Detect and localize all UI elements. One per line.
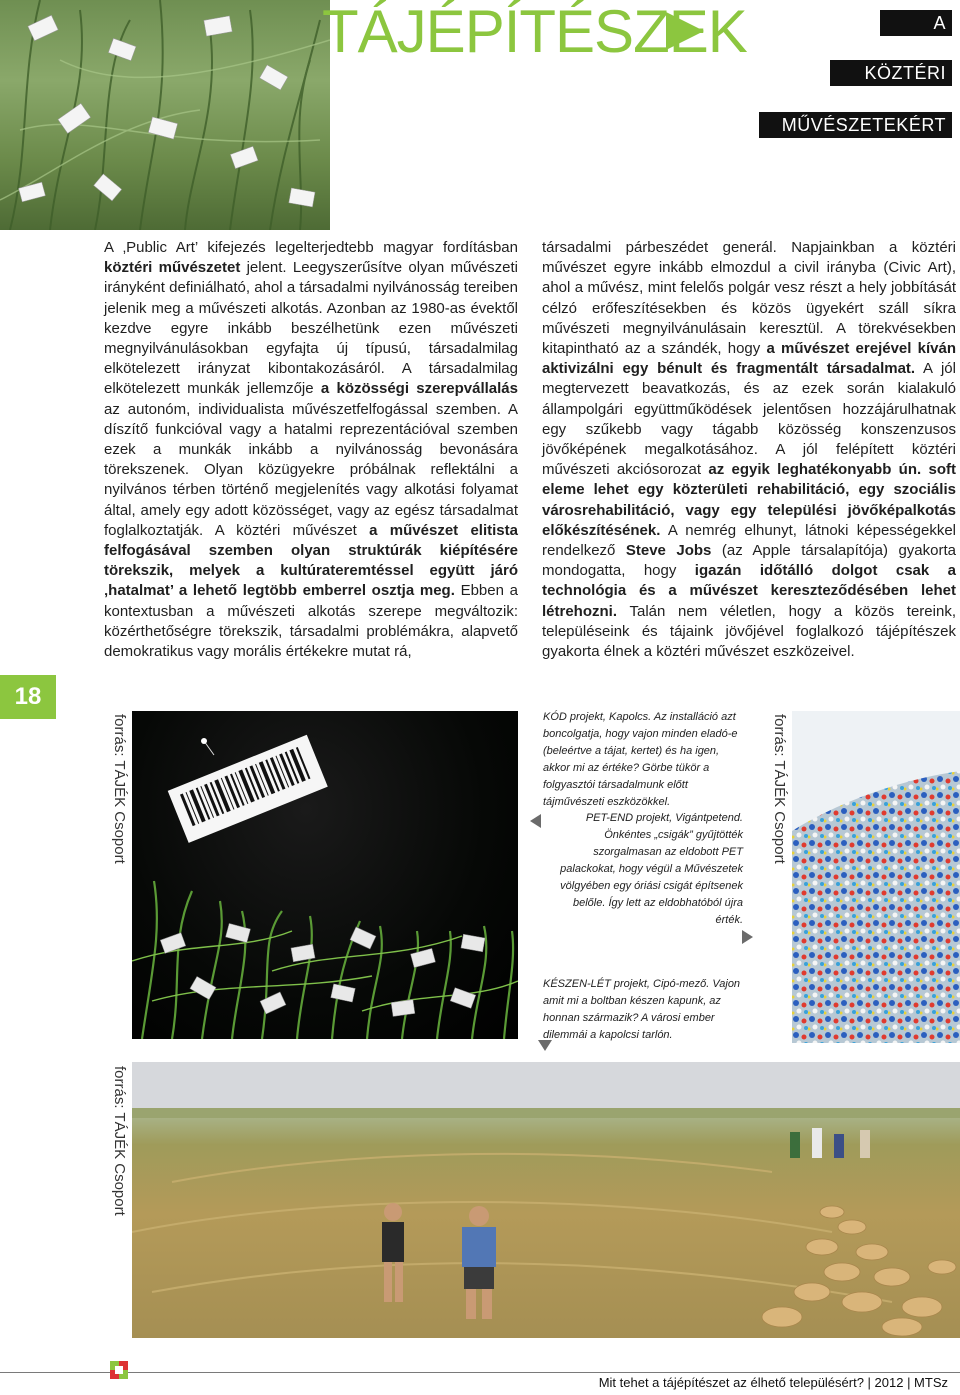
photo-kod-project — [132, 711, 518, 1039]
photo-credit: forrás: TÁJÉK Csoport — [111, 1066, 128, 1216]
title-arrow-icon — [666, 12, 704, 50]
section-title: TÁJÉPÍTÉSZEK — [322, 0, 747, 65]
footer-text: Mit tehet a tájépítészet az élhető településért? | 2012 | MTSz — [598, 1375, 948, 1390]
caption-kod: KÓD projekt, Kapolcs. Az installáció azt boncolgatja, hogy vajon minden eladó-e (beleértve a tájat, kertet) és ha igen, akkor mi az értéke? Görbe tükör a folgyasztói társadalmunk előtt tájművészeti eszközökkel. — [543, 711, 738, 808]
caption-petend: PET-END projekt, Vigántpetend. Önkéntes „csigák” gyűjtötték szorgalmasan az eldobott PET palackokat, hogy végül a Művészetek völgyében egy óriási csigát építsenek belőle. Így lett az eldobhatóból újra érték. — [560, 812, 743, 926]
paragraph-run-bold: köztéri művészetet — [104, 259, 241, 277]
paragraph-run: az autonóm, individualista művészetfelfogással szemben. A díszítő funkcióval vagy a hatalmi reprezentációval szemben ezek a munkák inkább a nyilvánosság bevonására törekszenek. Olyan közügyekre próbálnak reflektálni a nyilvános térben történő megjelenítés vagy alkotási folyamat által, amely egy adott közösséget, vagy az egész társadalmat foglalkoztatják. A köztéri művészet — [104, 400, 518, 539]
paragraph-run-bold: igazán időtálló dolgot csak a technológia és a művészet kereszteződésében lehet létrehozni. — [542, 562, 957, 620]
paragraph-run-bold: Steve Jobs — [625, 542, 712, 560]
paragraph-run-bold: a közösségi szerepvállalás — [320, 380, 518, 398]
photo-keszen-let-project — [132, 1062, 960, 1338]
pointer-down-icon — [538, 1040, 552, 1051]
paragraph-run: Talán nem véletlen, hogy a közös tereink, településeink és tájaink jövőjével foglalkozó tájépítészek gyakorta élnek a köztéri művészet eszközeivel. — [542, 602, 956, 661]
paragraph-run: A ‚Public Art’ kifejezés legelterjedtebb magyar fordításban — [104, 239, 518, 256]
header-grass-photo — [0, 0, 330, 230]
caption-keszen-let: KÉSZEN-LÉT projekt, Cipó-mező. Vajon amit mi a boltban készen kapunk, az honnan származik? A városi ember dilemmái a kapolcsi tarlón. — [543, 978, 741, 1041]
paragraph-run: A jól megtervezett beavatkozás, és az ezek során kialakuló állampolgári együttműködések jelentősen hozzájárulhatnak egy szűkebb vagy tágabb közösség konszenzusos jövőképének megalkotásához. A jól felépített köztéri művészeti akciósorozat — [542, 360, 956, 479]
paragraph-run: társadalmi párbeszédet generál. Napjainkban a köztéri művészet egyre inkább elmozdul a civil irányba (Civic Art), ahol a művész, mint felelős polgár vesz részt a hely jobbítását célzó erőfeszítésekben és közös ügyekért száll síkra művészeti megnyilvánulásain keresztül. A törekvésekben kitapintható az a szándék, hogy — [542, 239, 956, 358]
paragraph-run-bold: a művészet elitista felfogásával szemben olyan struktúrák kiépítésére törekszik, melyek a kultúrateremtéssel együtt járó ‚hatalmat’ a lehető legtöbb emberrel osztja meg. — [104, 521, 518, 600]
header-tag-muveszetekert: MŰVÉSZETEKÉRT — [759, 112, 952, 138]
paragraph-run: A nemrég elhunyt, látnoki képességekkel rendelkező — [542, 521, 956, 560]
pointer-right-icon — [742, 930, 753, 944]
text-column-left — [104, 238, 518, 662]
photo-petend-project — [792, 711, 960, 1043]
text-column-right — [542, 238, 956, 662]
header-tag-a: A — [880, 10, 952, 36]
page-number: 18 — [0, 675, 56, 719]
paragraph-run: (az Apple társalapítója) gyakorta mondogatta, hogy — [542, 542, 956, 580]
footer-rule — [0, 1372, 960, 1373]
paragraph-run-bold: a művészet erejével kíván aktivizálni egy bénult és fragmentált társadalmat. — [542, 340, 956, 378]
mtsz-logo-icon — [110, 1361, 128, 1379]
photo-credit: forrás: TÁJÉK Csoport — [771, 714, 788, 864]
paragraph-run: jelent. Leegyszerűsítve olyan művészeti irányként definiálható, ahol a társadalmi nyilvánosság tereiben jelenik meg a művészeti alkotás. Azonban az 1980-as évektől kezdve egyre inkább beszélhetünk ezen művészeti megnyilvánulásokban egyfajta új típusú, társadalmilag elkötelezett irányzat kibontakozásáról. A társadalmilag elkötelezett munkák jellemzője — [104, 259, 518, 398]
paragraph-run: Ebben a kontextusban a művészeti alkotás szerepe megváltozik: közérthetőségre törekszik, társadalmi problémákra, alapvető demokratikus vagy morális értékekre mutat rá, — [104, 582, 518, 661]
header-tag-kozteri: KÖZTÉRI — [830, 60, 952, 86]
pointer-left-icon — [530, 814, 541, 828]
paragraph-run-bold: az egyik leghatékonyabb ún. soft eleme lehet egy közterületi rehabilitáció, egy szociális városrehabilitáció, vagy egy települési jövőképalkotás előkészítésének. — [542, 461, 956, 539]
photo-credit: forrás: TÁJÉK Csoport — [111, 714, 128, 864]
